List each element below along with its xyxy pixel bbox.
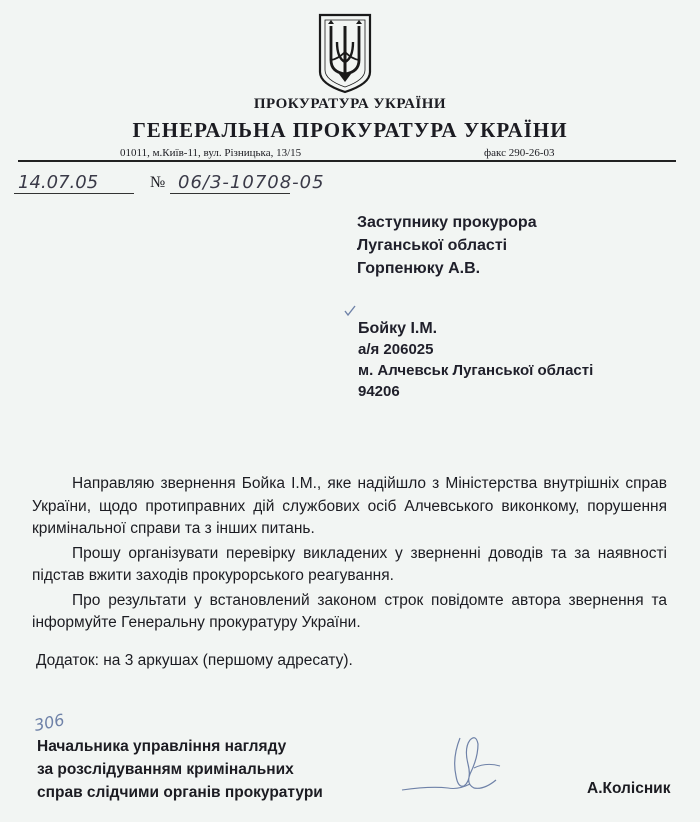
body-paragraph: Прошу організувати перевірку викладених у зверненні доводів та за наявності підстав вжити заходів прокурорського реагування. xyxy=(32,544,667,584)
copy-recipient-line: Бойку І.М. xyxy=(358,320,438,337)
copy-recipient-line: м. Алчевськ Луганської області xyxy=(358,362,594,379)
check-mark-icon xyxy=(343,304,357,323)
body-paragraph: Про результати у встановлений законом строк повідомте автора звернення та інформуйте Генеральну прокуратуру України. xyxy=(32,591,667,631)
signer-title-line: за розслідуванням кримінальних xyxy=(37,761,294,778)
signer-name: А.Колісник xyxy=(587,780,671,797)
copy-recipient xyxy=(358,318,593,402)
body-paragraph: Направляю звернення Бойка І.М., яке надійшло з Міністерства внутрішніх справ України, щодо протиправних дій службових осіб Алчевського виконкому, порушення кримінальної справи та з інших питань. xyxy=(32,475,667,537)
signer-title-line: справ слідчими органів прокуратури xyxy=(37,784,323,801)
ministry-heading: ПРОКУРАТУРА УКРАЇНИ xyxy=(253,96,447,112)
recipient-line: Луганської області xyxy=(357,237,508,254)
office-address: 01011, м.Київ-11, вул. Різницька, 13/15 xyxy=(120,147,302,159)
handwritten-signature xyxy=(400,728,520,813)
attachment-note: Додаток: на 3 аркушах (першому адресату). xyxy=(36,652,353,669)
copy-recipient-line: а/я 206025 xyxy=(358,341,434,358)
office-heading: ГЕНЕРАЛЬНА ПРОКУРАТУРА УКРАЇНИ xyxy=(132,118,568,142)
recipient-line: Заступнику прокурора xyxy=(357,214,537,231)
number-underline xyxy=(170,193,290,194)
recipient-line: Горпенюку А.В. xyxy=(357,260,481,277)
copy-recipient-line: 94206 xyxy=(358,383,400,400)
date-underline xyxy=(14,193,134,194)
coat-of-arms-emblem xyxy=(316,12,374,99)
office-fax: факс 290-26-03 xyxy=(484,147,555,159)
signer-title xyxy=(37,735,323,804)
letter-body xyxy=(32,473,667,635)
handwritten-note: 306 xyxy=(32,710,67,735)
header-rule xyxy=(18,160,676,162)
registration-number: 06/3-10708-05 xyxy=(178,172,325,193)
signer-title-line: Начальника управління нагляду xyxy=(37,738,287,755)
primary-recipient xyxy=(357,211,537,280)
registration-date: 14.07.05 xyxy=(18,172,99,193)
number-sign: № xyxy=(150,174,166,191)
